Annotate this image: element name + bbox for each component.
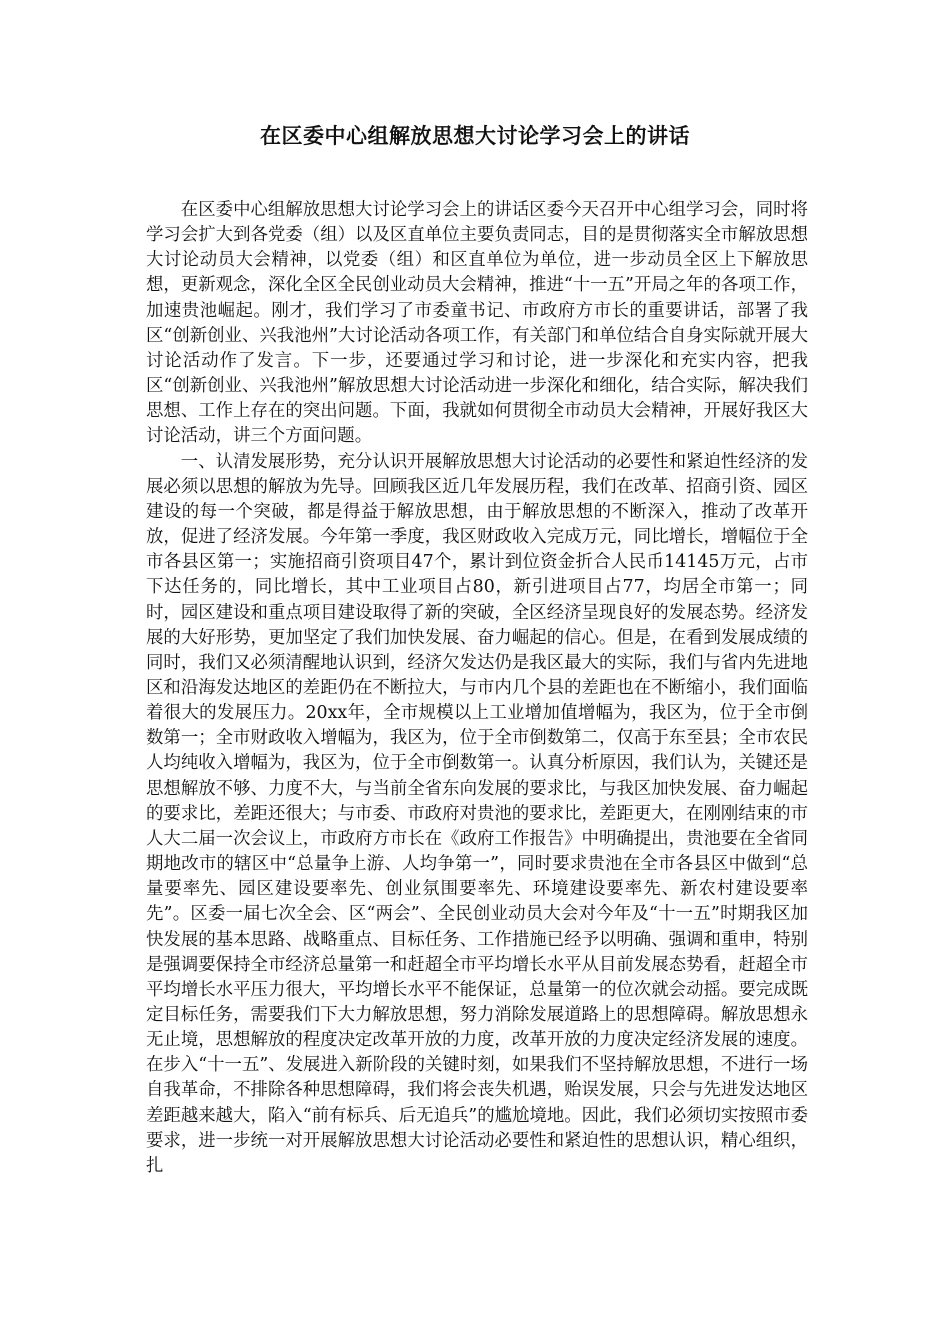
paragraph-section-one: 一、认清发展形势，充分认识开展解放思想大讨论活动的必要性和紧迫性经济的发展必须以思想的解放为先导。回顾我区近几年发展历程，我们在改革、招商引资、园区建设的每一个突破，都是得益于解放思想，由于解放思想的不断深入，推动了改革开放，促进了经济发展。今年第一季度，我区财政收入完成万元，同比增长，增幅位于全市各县区第一；实施招商引资项目47个，累计到位资金折合人民币14145万元，占市下达任务的，同比增长，其中工业项目占80，新引进项目占77，均居全市第一；同时，园区建设和重点项目建设取得了新的突破，全区经济呈现良好的发展态势。经济发展的大好形势，更加坚定了我们加快发展、奋力崛起的信心。但是，在看到发展成绩的同时，我们又必须清醒地认识到，经济欠发达仍是我区最大的实际，我们与省内先进地区和沿海发达地区的差距仍在不断拉大，与市内几个县的差距也在不断缩小，我们面临着很大的发展压力。20xx年，全市规模以上工业增加值增幅为，我区为，位于全市倒数第一；全市财政收入增幅为，我区为，位于全市倒数第二，仅高于东至县；全市农民人均纯收入增幅为，我区为，位于全市倒数第一。认真分析原因，我们认为，关键还是思想解放不够、力度不大，与当前全省东向发展的要求比，与我区加快发展、奋力崛起的要求比，差距还很大；与市委、市政府对贵池的要求比，差距更大，在刚刚结束的市人大二届一次会议上，市政府方市长在《政府工作报告》中明确提出，贵池要在全省同期地改市的辖区中“总量争上游、人均争第一”，同时要求贵池在全市各县区中做到“总量要率先、园区建设要率先、创业氛围要率先、环境建设要率先、新农村建设要率先”。区委一届七次全会、区“两会”、全民创业动员大会对今年及“十一五”时期我区加快发展的基本思路、战略重点、目标任务、工作措施已经予以明确、强调和重申，特别是强调要保持全市经济总量第一和赶超全市平均增长水平从目前发展态势看，赶超全市平均增长水平压力很大，平均增长水平不能保证，总量第一的位次就会动摇。要完成既定目标任务，需要我们下大力解放思想，努力消除发展道路上的思想障碍。解放思想永无止境，思想解放的程度决定改革开放的力度，改革开放的力度决定经济发展的速度。在步入“十一五”、发展进入新阶段的关键时刻，如果我们不坚持解放思想，不进行一场自我革命，不排除各种思想障碍，我们将会丧失机遇，贻误发展，只会与先进发达地区差距越来越大，陷入“前有标兵、后无追兵”的尴尬境地。因此，我们必须切实按照市委要求，进一步统一对开展解放思想大讨论活动必要性和紧迫性的思想认识，精心组织，扎 xyxy=(146,451,808,1176)
document-title: 在区委中心组解放思想大讨论学习会上的讲话 xyxy=(260,124,690,148)
document-body xyxy=(146,198,808,1179)
paragraph-intro: 在区委中心组解放思想大讨论学习会上的讲话区委今天召开中心组学习会，同时将学习会扩大到各党委（组）以及区直单位主要负责同志，目的是贯彻落实全市解放思想大讨论动员大会精神，以党委（组）和区直单位为单位，进一步动员全区上下解放思想，更新观念，深化全区全民创业动员大会精神，推进“十一五”开局之年的各项工作，加速贵池崛起。刚才，我们学习了市委童书记、市政府方市长的重要讲话，部署了我区“创新创业、兴我池州”大讨论活动各项工作，有关部门和单位结合自身实际就开展大讨论活动作了发言。下一步，还要通过学习和讨论，进一步深化和充实内容，把我区“创新创业、兴我池州”解放思想大讨论活动进一步深化和细化，结合实际，解决我们思想、工作上存在的突出问题。下面，我就如何贯彻全市动员大会精神，开展好我区大讨论活动，讲三个方面问题。 xyxy=(146,200,808,447)
